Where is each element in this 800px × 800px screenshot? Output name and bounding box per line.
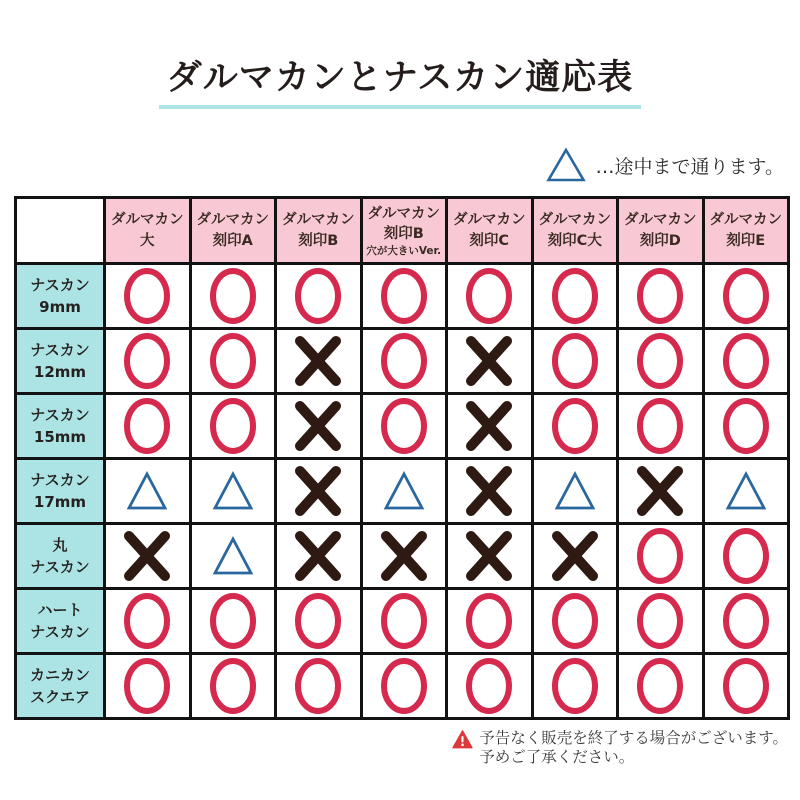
circle-icon: [121, 267, 173, 325]
column-header-6: ダルマカン 刻印D: [618, 198, 704, 264]
table-row-3: [16, 459, 789, 524]
circle-icon: [463, 592, 515, 650]
circle-icon: [720, 332, 772, 390]
cell-circle: [447, 654, 533, 719]
circle-icon: [549, 397, 601, 455]
cross-icon: [292, 462, 344, 520]
cross-icon: [292, 397, 344, 455]
cell-circle: [703, 654, 789, 719]
header-row: [16, 198, 789, 264]
cell-circle: [190, 394, 276, 459]
cross-icon: [121, 527, 173, 585]
cell-circle: [105, 394, 191, 459]
cell-cross: [447, 394, 533, 459]
circle-icon: [549, 267, 601, 325]
footer-line1: 予告なく販売を終了する場合がございます。: [479, 729, 788, 747]
triangle-icon: [207, 527, 259, 585]
row-header-4: 丸 ナスカン: [16, 524, 105, 589]
cell-triangle: [190, 459, 276, 524]
cell-cross: [447, 459, 533, 524]
circle-icon: [634, 592, 686, 650]
cell-circle: [618, 654, 704, 719]
cell-circle: [532, 394, 618, 459]
circle-icon: [634, 332, 686, 390]
table-body: [16, 264, 789, 719]
cell-circle: [447, 264, 533, 329]
circle-icon: [634, 397, 686, 455]
cell-circle: [105, 264, 191, 329]
cell-circle: [361, 264, 447, 329]
cell-circle: [532, 264, 618, 329]
cell-circle: [276, 654, 362, 719]
cell-cross: [361, 524, 447, 589]
table-row-1: [16, 329, 789, 394]
corner-cell: [16, 198, 105, 264]
cell-circle: [532, 589, 618, 654]
table-head: [16, 198, 789, 264]
column-header-5: ダルマカン 刻印C大: [532, 198, 618, 264]
row-header-1: ナスカン 12mm: [16, 329, 105, 394]
triangle-icon: [378, 462, 430, 520]
table-row-0: [16, 264, 789, 329]
cross-icon: [549, 527, 601, 585]
circle-icon: [378, 267, 430, 325]
column-header-4: ダルマカン 刻印C: [447, 198, 533, 264]
cell-cross: [276, 459, 362, 524]
cell-cross: [276, 329, 362, 394]
column-header-2: ダルマカン 刻印B: [276, 198, 362, 264]
row-header-2: ナスカン 15mm: [16, 394, 105, 459]
cell-circle: [361, 589, 447, 654]
compatibility-table: [14, 196, 790, 720]
circle-icon: [720, 397, 772, 455]
circle-icon: [207, 332, 259, 390]
cross-icon: [463, 397, 515, 455]
circle-icon: [121, 657, 173, 715]
row-header-0: ナスカン 9mm: [16, 264, 105, 329]
title-wrap: [0, 0, 800, 109]
cross-icon: [634, 462, 686, 520]
cross-icon: [292, 527, 344, 585]
row-header-3: ナスカン 17mm: [16, 459, 105, 524]
circle-icon: [463, 657, 515, 715]
cell-circle: [361, 654, 447, 719]
column-header-0: ダルマカン 大: [105, 198, 191, 264]
cell-circle: [190, 654, 276, 719]
triangle-icon: [546, 147, 586, 183]
circle-icon: [121, 592, 173, 650]
circle-icon: [292, 657, 344, 715]
column-header-7: ダルマカン 刻印E: [703, 198, 789, 264]
cell-circle: [190, 329, 276, 394]
table-row-5: [16, 589, 789, 654]
cell-triangle: [190, 524, 276, 589]
cell-triangle: [703, 459, 789, 524]
cell-circle: [447, 589, 533, 654]
cell-circle: [703, 264, 789, 329]
circle-icon: [549, 657, 601, 715]
triangle-icon: [549, 462, 601, 520]
triangle-icon: [121, 462, 173, 520]
cell-circle: [703, 589, 789, 654]
table-row-2: [16, 394, 789, 459]
circle-icon: [207, 267, 259, 325]
cross-icon: [463, 332, 515, 390]
circle-icon: [720, 592, 772, 650]
column-header-1: ダルマカン 刻印A: [190, 198, 276, 264]
circle-icon: [378, 592, 430, 650]
circle-icon: [720, 267, 772, 325]
cell-circle: [361, 329, 447, 394]
cross-icon: [292, 332, 344, 390]
cell-circle: [105, 654, 191, 719]
cell-circle: [618, 524, 704, 589]
circle-icon: [463, 267, 515, 325]
cell-triangle: [532, 459, 618, 524]
circle-icon: [634, 267, 686, 325]
circle-icon: [121, 332, 173, 390]
circle-icon: [207, 657, 259, 715]
cross-icon: [463, 527, 515, 585]
circle-icon: [549, 332, 601, 390]
circle-icon: [121, 397, 173, 455]
legend: [0, 147, 784, 183]
cell-circle: [190, 589, 276, 654]
cell-circle: [105, 589, 191, 654]
circle-icon: [720, 657, 772, 715]
circle-icon: [378, 397, 430, 455]
circle-icon: [378, 657, 430, 715]
cell-circle: [703, 524, 789, 589]
footer-note: [0, 729, 788, 768]
cell-circle: [703, 329, 789, 394]
row-header-5: ハート ナスカン: [16, 589, 105, 654]
circle-icon: [207, 397, 259, 455]
circle-icon: [292, 592, 344, 650]
cell-cross: [618, 459, 704, 524]
circle-icon: [207, 592, 259, 650]
triangle-icon: [207, 462, 259, 520]
cell-circle: [618, 394, 704, 459]
cell-circle: [190, 264, 276, 329]
cell-triangle: [361, 459, 447, 524]
cell-cross: [276, 394, 362, 459]
footer-line2: 予めご了承ください。: [479, 748, 635, 767]
circle-icon: [634, 657, 686, 715]
cell-circle: [361, 394, 447, 459]
footer-text: [479, 729, 788, 768]
cell-cross: [532, 524, 618, 589]
cell-circle: [532, 654, 618, 719]
cell-circle: [703, 394, 789, 459]
triangle-icon: [720, 462, 772, 520]
circle-icon: [634, 527, 686, 585]
table-row-4: [16, 524, 789, 589]
cell-circle: [532, 329, 618, 394]
circle-icon: [378, 332, 430, 390]
table-row-6: [16, 654, 789, 719]
cell-cross: [447, 524, 533, 589]
circle-icon: [292, 267, 344, 325]
circle-icon: [549, 592, 601, 650]
cross-icon: [378, 527, 430, 585]
row-header-6: カニカン スクエア: [16, 654, 105, 719]
cell-cross: [447, 329, 533, 394]
warning-icon: [452, 729, 473, 749]
cross-icon: [463, 462, 515, 520]
column-header-note: 穴が大きいVer.: [366, 244, 442, 257]
cell-triangle: [105, 459, 191, 524]
cell-cross: [105, 524, 191, 589]
column-header-3: ダルマカン 刻印B 穴が大きいVer.: [361, 198, 447, 264]
cell-circle: [276, 589, 362, 654]
cell-cross: [276, 524, 362, 589]
cell-circle: [618, 264, 704, 329]
circle-icon: [720, 527, 772, 585]
cell-circle: [618, 329, 704, 394]
legend-text: …途中まで通ります。: [595, 155, 784, 178]
cell-circle: [276, 264, 362, 329]
cell-circle: [618, 589, 704, 654]
page-title: ダルマカンとナスカン適応表: [159, 50, 642, 109]
cell-circle: [105, 329, 191, 394]
